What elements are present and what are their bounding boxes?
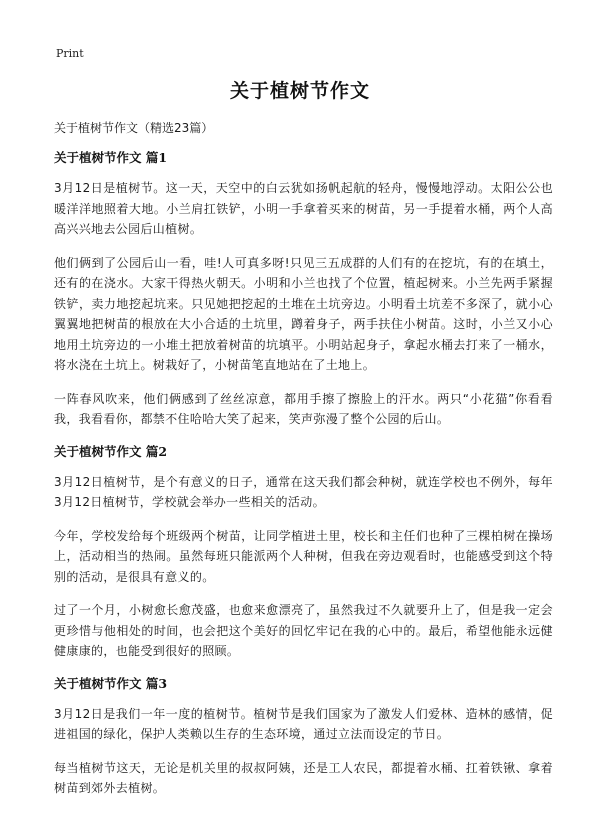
paragraph: 3月12日是植树节。这一天，天空中的白云犹如扬帆起航的轻舟，慢慢地浮动。太阳公公也暖洋洋地照着大地。小兰肩扛铁铲，小明一手拿着买来的树苗，另一手提着水桶，两个人高高兴兴地去公园后山植树。	[54, 181, 553, 236]
paragraph: 今年，学校发给每个班级两个树苗，让同学植进土里，校长和主任们也种了三棵柏树在操场上，活动相当的热闹。虽然每班只能派两个人种树，但我在旁边观看时，也能感受到这个特别的活动，是很具有意义的。	[54, 528, 553, 584]
paragraph: 过了一个月，小树愈长愈茂盛，也愈来愈漂亮了，虽然我过不久就要升上了，但是我一定会更珍惜与他相处的时间，也会把这个美好的回忆牢记在我的心中的。最后，希望他能永远健健康康的，也能受到很好的照顾。	[54, 603, 553, 658]
paragraph: 一阵春风吹来，他们俩感到了丝丝凉意，都用手擦了擦脸上的汗水。两只“小花猫”你看看我，我看看你，都禁不住哈哈大笑了起来，笑声弥漫了整个公园的后山。	[54, 391, 553, 426]
section-heading: 关于植树节作文 篇2	[54, 443, 168, 459]
section-heading: 关于植树节作文 篇3	[54, 675, 168, 691]
section-1	[54, 149, 553, 430]
paragraph: 3月12日植树节，是个有意义的日子，通常在这天我们都会种树，就连学校也不例外，每年3月12日植树节，学校就会举办一些相关的活动。	[54, 474, 553, 509]
section-2	[54, 443, 553, 662]
page-title: 关于植树节作文	[229, 80, 370, 102]
article-subtitle: 关于植树节作文（精选23篇）	[54, 121, 214, 135]
paragraph: 3月12日是我们一年一度的植树节。植树节是我们国家为了激发人们爱林、造林的感情，促进祖国的绿化，保护人类赖以生存的生态环境，通过立法而设定的节日。	[54, 706, 553, 741]
article-body	[54, 119, 553, 812]
print-link[interactable]: Print	[56, 47, 84, 60]
paragraph: 每当植树节这天，无论是机关里的叔叔阿姨，还是工人农民，都提着水桶、扛着铁锹、拿着树苗到郊外去植树。	[54, 760, 553, 795]
section-3	[54, 675, 553, 799]
section-heading: 关于植树节作文 篇1	[54, 150, 168, 165]
paragraph: 他们俩到了公园后山一看，哇!人可真多呀!只见三五成群的人们有的在挖坑，有的在填土，还有的在浇水。大家干得热火朝天。小明和小兰也找了个位置，植起树来。小兰先两手紧握铁铲，卖力地挖起坑来。只见她把挖起的土堆在土坑旁边。小明看土坑差不多深了，就小心翼翼地把树苗的根放在大小合适的土坑里，蹲着身子，两手扶住小树苗。这时，小兰又小心地用土坑旁边的一小堆土把放着树苗的坑填平。小明站起身子，拿起水桶去打来了一桶水，将水浇在土坑上。树栽好了，小树苗笔直地站在了土地上。	[54, 255, 553, 372]
